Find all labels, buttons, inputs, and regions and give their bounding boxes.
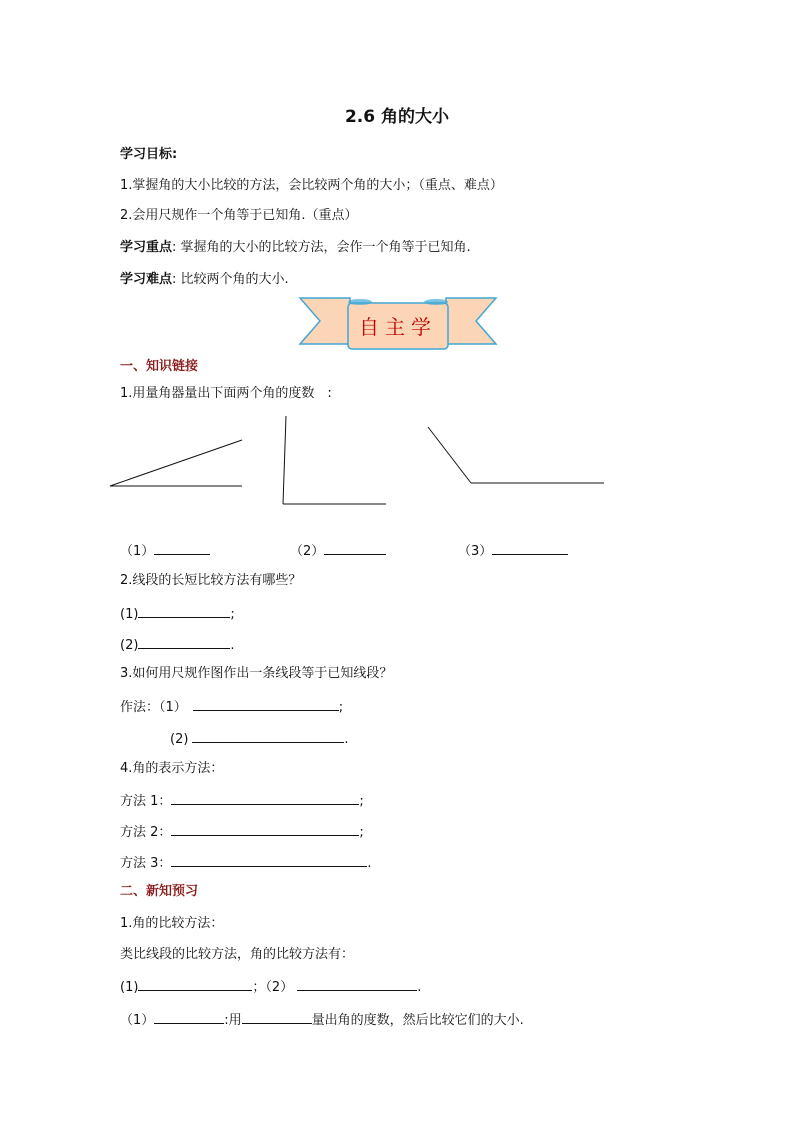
- measure-label: （1）: [120, 1013, 155, 1028]
- method-3: [120, 853, 372, 873]
- q3-step-2: [170, 729, 349, 749]
- key-point: [120, 239, 471, 257]
- answer-blank[interactable]: [242, 1010, 312, 1024]
- banner-left-tail: [300, 298, 350, 344]
- q2-end-2: .: [230, 638, 235, 653]
- q3-prefix: 作法：（1）: [120, 700, 187, 715]
- answer-blank[interactable]: [154, 1010, 224, 1024]
- q3-label-2: (2): [170, 732, 189, 747]
- answer-blank[interactable]: [492, 541, 568, 555]
- banner-right-tail: [446, 298, 496, 344]
- method-1: [120, 791, 364, 811]
- q2-end-1: ;: [230, 607, 235, 622]
- q3-end-2: .: [344, 732, 349, 747]
- comparison-end: .: [417, 980, 422, 995]
- q4-text: 4.角的表示方法：: [120, 761, 224, 776]
- q1-blank-3: [458, 541, 568, 561]
- q3-step-1: [120, 697, 343, 717]
- measure-method: [120, 1010, 524, 1030]
- answer-blank[interactable]: [193, 697, 339, 711]
- method-label-3: 方法 3：: [120, 856, 172, 871]
- q1-blank-2: [290, 541, 386, 561]
- section2-heading: 二、新知预习: [120, 884, 199, 899]
- comparison-methods: [120, 977, 421, 997]
- answer-blank[interactable]: [138, 635, 230, 649]
- answer-blank[interactable]: [297, 977, 417, 991]
- page-title: 2.6 角的大小: [344, 107, 450, 127]
- q1-label-1: （1）: [120, 544, 155, 559]
- comparison-intro: 类比线段的比较方法，角的比较方法有：: [120, 947, 355, 962]
- method-end-3: .: [367, 856, 372, 871]
- q2-label-1: (1): [120, 607, 139, 622]
- banner-right-curl: [424, 299, 448, 305]
- difficulty: [120, 271, 289, 289]
- method-b-label: ；（2）: [252, 980, 294, 995]
- method-label-1: 方法 1：: [120, 794, 172, 809]
- angle-figures: [100, 408, 620, 518]
- sub1-text: 1.角的比较方法：: [120, 916, 224, 931]
- answer-blank[interactable]: [138, 977, 252, 991]
- q1-blank-1: [120, 541, 210, 561]
- objective-2: 2.会用尺规作一个角等于已知角.（重点）: [120, 208, 358, 223]
- answer-blank[interactable]: [192, 729, 344, 743]
- objective-1: 1.掌握角的大小比较的方法，会比较两个角的大小；（重点、难点）: [120, 178, 503, 193]
- answer-blank[interactable]: [171, 853, 367, 867]
- q1-label-2: （2）: [290, 544, 325, 559]
- difficulty-label: 学习难点: [120, 272, 173, 287]
- q2-item-2: [120, 635, 235, 655]
- measure-text: 量出角的度数，然后比较它们的大小.: [311, 1013, 524, 1028]
- answer-blank[interactable]: [154, 541, 210, 555]
- objectives-heading: 学习目标:: [120, 147, 178, 162]
- q1-label-3: （3）: [458, 544, 493, 559]
- answer-blank[interactable]: [171, 791, 359, 805]
- q3-end-1: ;: [338, 700, 344, 715]
- method-a-label: (1): [120, 980, 139, 995]
- answer-blank[interactable]: [171, 822, 359, 836]
- q2-text: 2.线段的长短比较方法有哪些？: [120, 573, 302, 588]
- method-2: [120, 822, 364, 842]
- key-point-label: 学习重点: [120, 240, 173, 255]
- q2-label-2: (2): [120, 638, 139, 653]
- banner-left-curl: [348, 299, 372, 305]
- banner-text: 自主学: [359, 315, 437, 339]
- method-label-2: 方法 2：: [120, 825, 172, 840]
- measure-use: :用: [224, 1013, 242, 1028]
- difficulty-text: : 比较两个角的大小.: [172, 272, 289, 287]
- self-study-banner: [298, 296, 498, 352]
- q2-item-1: [120, 604, 235, 624]
- angle-2: [283, 416, 386, 504]
- q1-text: 1.用量角器量出下面两个角的度数 :: [120, 386, 332, 401]
- answer-blank[interactable]: [138, 604, 230, 618]
- section1-heading: 一、知识链接: [120, 359, 199, 374]
- angle-3: [428, 427, 604, 483]
- angle-1: [110, 440, 242, 486]
- key-point-text: : 掌握角的大小的比较方法，会作一个角等于已知角.: [172, 240, 471, 255]
- method-end-1: ;: [359, 794, 364, 809]
- q3-text: 3.如何用尺规作图作出一条线段等于已知线段？: [120, 666, 393, 681]
- answer-blank[interactable]: [324, 541, 386, 555]
- method-end-2: ;: [359, 825, 364, 840]
